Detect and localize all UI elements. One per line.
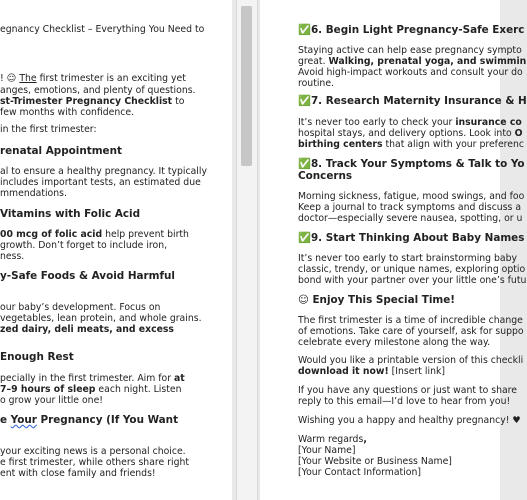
section-5-line-3: ent with close family and friends!	[0, 468, 156, 479]
section-6-line-2	[298, 56, 526, 68]
section-9-line-1: It’s never too early to start brainstorming baby	[298, 253, 518, 264]
intro-text: ! ☺	[0, 73, 20, 84]
section-4-line-3: o grow your little one!	[0, 395, 104, 406]
document-page-left	[0, 0, 232, 500]
closing-printable-line-2	[298, 366, 445, 378]
section-10-line-1: The first trimester is a time of incredible change	[298, 315, 523, 326]
section-9-line-3: bond with your partner over your little one’s futu	[298, 275, 527, 286]
section-7-line-3	[298, 139, 524, 151]
intro-line-1	[0, 73, 186, 85]
closing-questions-line-1: If you have any questions or just want to share	[298, 385, 518, 396]
section-6-line-3: Avoid high-impact workouts and consult your do	[298, 67, 523, 78]
section-7-line-1	[298, 117, 522, 129]
section-3-heading: y-Safe Foods & Avoid Harmful	[0, 270, 175, 282]
section-3-line-1: our baby’s development. Focus on	[0, 302, 161, 313]
section-5-heading-text: e	[0, 414, 11, 426]
section-9-line-2: classic, trendy, or unique names, exploring optio	[298, 264, 526, 275]
section-8-heading-line-1: ✅8. Track Your Symptoms & Talk to Yo	[298, 158, 525, 170]
section-10-line-2: of emotions. Take care of yourself, ask for suppo	[298, 326, 524, 337]
section-3-line-3: zed dairy, deli meats, and excess	[0, 324, 174, 335]
intro-line-3	[0, 96, 184, 108]
section-5-heading	[0, 414, 178, 426]
vertical-scrollbar[interactable]	[236, 0, 258, 500]
document-title-line: egnancy Checklist – Everything You Need to	[0, 24, 205, 35]
signoff-text: Warm regards	[298, 434, 364, 445]
section-6-heading: ✅6. Begin Light Pregnancy-Safe Exerc	[298, 24, 525, 36]
download-link-text[interactable]: download it now!	[298, 366, 389, 377]
section-8-heading-line-2: Concerns	[298, 170, 353, 182]
closing-printable-line-1: Would you like a printable version of this checkli	[298, 355, 524, 366]
section-4-bold-text: at	[174, 373, 185, 384]
scrollbar-thumb[interactable]	[241, 6, 252, 166]
section-8-line-2: Keep a journal to track symptoms and discuss a	[298, 202, 522, 213]
section-4-text: each night. Listen	[95, 384, 182, 395]
intro-text: first trimester is an exciting yet	[36, 73, 186, 84]
intro-bold-text: st-Trimester Pregnancy Checklist	[0, 96, 173, 107]
section-7-text: It’s never too early to check your	[298, 117, 456, 128]
document-page-right	[260, 0, 527, 500]
intro-underlined-word: The	[19, 73, 37, 84]
section-1-heading: renatal Appointment	[0, 145, 122, 157]
section-7-text: hospital stays, and delivery options. Look into	[298, 128, 515, 139]
section-5-line-2: e first trimester, while others share right	[0, 457, 190, 468]
section-2-line-3: ness.	[0, 251, 25, 262]
section-1-line-3: mmendations.	[0, 188, 67, 199]
section-2-line-2: growth. Don’t forget to include iron,	[0, 240, 168, 251]
section-2-bold-text: 00 mcg of folic acid	[0, 229, 103, 240]
section-6-text: great.	[298, 56, 329, 67]
section-1-line-2: includes important tests, an estimated due	[0, 177, 201, 188]
section-4-line-2	[0, 384, 182, 396]
intro-text: to	[172, 96, 185, 107]
section-8-line-3: doctor—especially severe nausea, spotting, or u	[298, 213, 523, 224]
closing-questions-line-2: reply to this email—I’d love to hear from you!	[298, 396, 511, 407]
section-7-heading: ✅7. Research Maternity Insurance & H	[298, 95, 527, 107]
section-3-line-2: vegetables, lean protein, and whole grains.	[0, 313, 202, 324]
signature-contact: [Your Contact Information]	[298, 467, 421, 478]
section-7-line-2	[298, 128, 523, 140]
section-5-heading-flagged-word: Your	[10, 414, 37, 426]
insert-link-placeholder: [Insert link]	[388, 366, 445, 377]
section-7-bold-text: O	[514, 128, 523, 139]
section-7-text: that align with your preferenc	[382, 139, 525, 150]
section-2-text: help prevent birth	[102, 229, 189, 240]
intro-line-2: anges, emotions, and plenty of questions.	[0, 85, 196, 96]
closing-wishes: Wishing you a happy and healthy pregnancy! ♥	[298, 415, 521, 426]
section-5-line-1: your exciting news is a personal choice.	[0, 446, 186, 457]
section-4-heading: Enough Rest	[0, 351, 74, 363]
section-6-line-4: routine.	[298, 78, 334, 89]
section-10-heading: ☺ Enjoy This Special Time!	[298, 294, 456, 306]
section-7-bold-text: birthing centers	[298, 139, 383, 150]
signature-website: [Your Website or Business Name]	[298, 456, 452, 467]
section-10-line-3: celebrate every milestone along the way.	[298, 337, 491, 348]
section-1-line-1: al to ensure a healthy pregnancy. It typically	[0, 166, 207, 177]
section-6-bold-text: Walking, prenatal yoga, and swimmin	[328, 56, 527, 67]
signature-name: [Your Name]	[298, 445, 356, 456]
signoff	[298, 434, 367, 446]
section-2-line-1	[0, 229, 189, 241]
section-9-heading: ✅9. Start Thinking About Baby Names	[298, 232, 525, 244]
intro-line-4: few months with confidence.	[0, 107, 135, 118]
section-2-heading: Vitamins with Folic Acid	[0, 208, 141, 220]
section-6-line-1: Staying active can help ease pregnancy sympto	[298, 45, 522, 56]
section-4-text: pecially in the first trimester. Aim for	[0, 373, 175, 384]
section-4-line-1	[0, 373, 185, 385]
section-7-bold-text: insurance co	[455, 117, 522, 128]
section-4-bold-text: 7–9 hours of sleep	[0, 384, 96, 395]
signoff-comma: ,	[363, 434, 367, 445]
lead-line: in the first trimester:	[0, 124, 97, 135]
section-5-heading-text: Pregnancy (If You Want	[36, 414, 179, 426]
section-8-line-1: Morning sickness, fatigue, mood swings, and foo	[298, 191, 525, 202]
